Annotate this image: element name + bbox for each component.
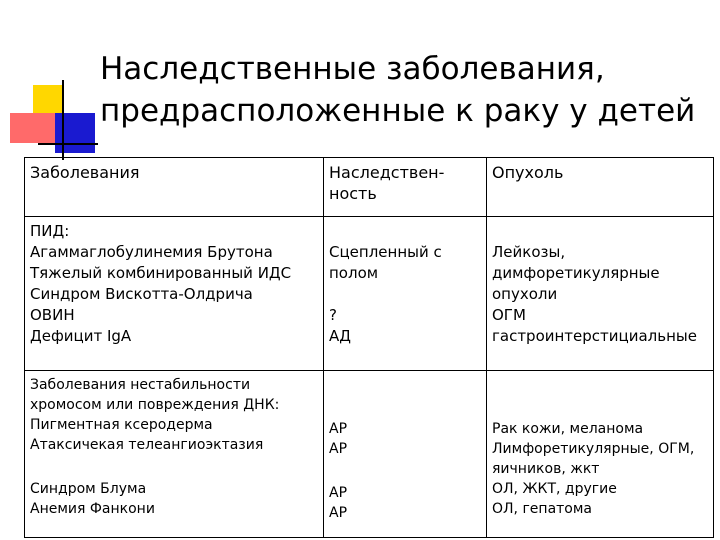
cell-text: опухоли: [492, 285, 558, 303]
cell-text: Синдром Блума: [30, 481, 147, 497]
spacer: [30, 455, 318, 479]
cell-text: Синдром Вискотта-Олдрича: [30, 285, 253, 303]
cell-text: полом: [329, 264, 379, 282]
spacer: [329, 284, 481, 305]
cell-text: Рак кожи, меланома: [492, 421, 644, 437]
header-diseases-label: Заболевания: [30, 163, 140, 182]
diseases-table: [24, 157, 714, 538]
cell-text: хромосом или повреждения ДНК:: [30, 397, 280, 413]
cell-text: ОЛ, гепатома: [492, 501, 593, 517]
decor-yellow-square: [33, 85, 63, 115]
decor-horizontal-line: [38, 143, 98, 145]
cell-text: АР: [329, 485, 348, 501]
cell-text: Агаммаглобулинемия Брутона: [30, 243, 273, 261]
cell-text: АД: [329, 327, 351, 345]
cell-text: АР: [329, 421, 348, 437]
cell-text: ОЛ, ЖКТ, другие: [492, 481, 617, 497]
title-line-1: Наследственные заболевания,: [100, 51, 605, 87]
cell-text: димфоретикулярные: [492, 264, 660, 282]
table-row: [25, 371, 714, 538]
cell-text: ОГМ: [492, 306, 526, 324]
cell-text: Атаксичекая телеангиоэктазия: [30, 437, 264, 453]
header-heredity-label-1: Наследствен-: [329, 163, 445, 182]
row2-diseases-cell: [25, 371, 324, 538]
decor-blue-square: [55, 113, 95, 153]
header-diseases: [25, 158, 324, 217]
cell-text: ПИД:: [30, 222, 70, 240]
spacer: [329, 459, 481, 483]
cell-text: Анемия Фанкони: [30, 501, 155, 517]
cell-text: АР: [329, 441, 348, 457]
header-tumor-label: Опухоль: [492, 163, 564, 182]
table-header-row: [25, 158, 714, 217]
cell-text: ОВИН: [30, 306, 75, 324]
row1-diseases-cell: [25, 217, 324, 371]
header-heredity: [324, 158, 487, 217]
slide-title: [100, 48, 695, 132]
spacer: [329, 375, 481, 419]
decor-vertical-line: [62, 80, 64, 160]
spacer: [492, 375, 708, 419]
cell-text: яичников, жкт: [492, 461, 600, 477]
spacer: [329, 221, 481, 242]
row2-heredity-cell: [324, 371, 487, 538]
decor-red-square: [10, 113, 55, 143]
cell-text: Сцепленный с: [329, 243, 442, 261]
cell-text: гастроинтерстициальные: [492, 327, 697, 345]
cell-text: ?: [329, 306, 337, 324]
table-row: [25, 217, 714, 371]
row2-tumor-cell: [487, 371, 714, 538]
cell-text: Дефицит IgA: [30, 327, 132, 345]
title-line-2: предрасположенные к раку у детей: [100, 93, 696, 129]
spacer: [492, 221, 708, 242]
row1-heredity-cell: [324, 217, 487, 371]
header-tumor: [487, 158, 714, 217]
cell-text: Лимфоретикулярные, ОГМ,: [492, 441, 695, 457]
row1-tumor-cell: [487, 217, 714, 371]
cell-text: Лейкозы,: [492, 243, 566, 261]
cell-text: Тяжелый комбинированный ИДС: [30, 264, 292, 282]
cell-text: Заболевания нестабильности: [30, 377, 251, 393]
header-heredity-label-2: ность: [329, 184, 377, 203]
cell-text: Пигментная ксеродерма: [30, 417, 213, 433]
cell-text: АР: [329, 505, 348, 521]
